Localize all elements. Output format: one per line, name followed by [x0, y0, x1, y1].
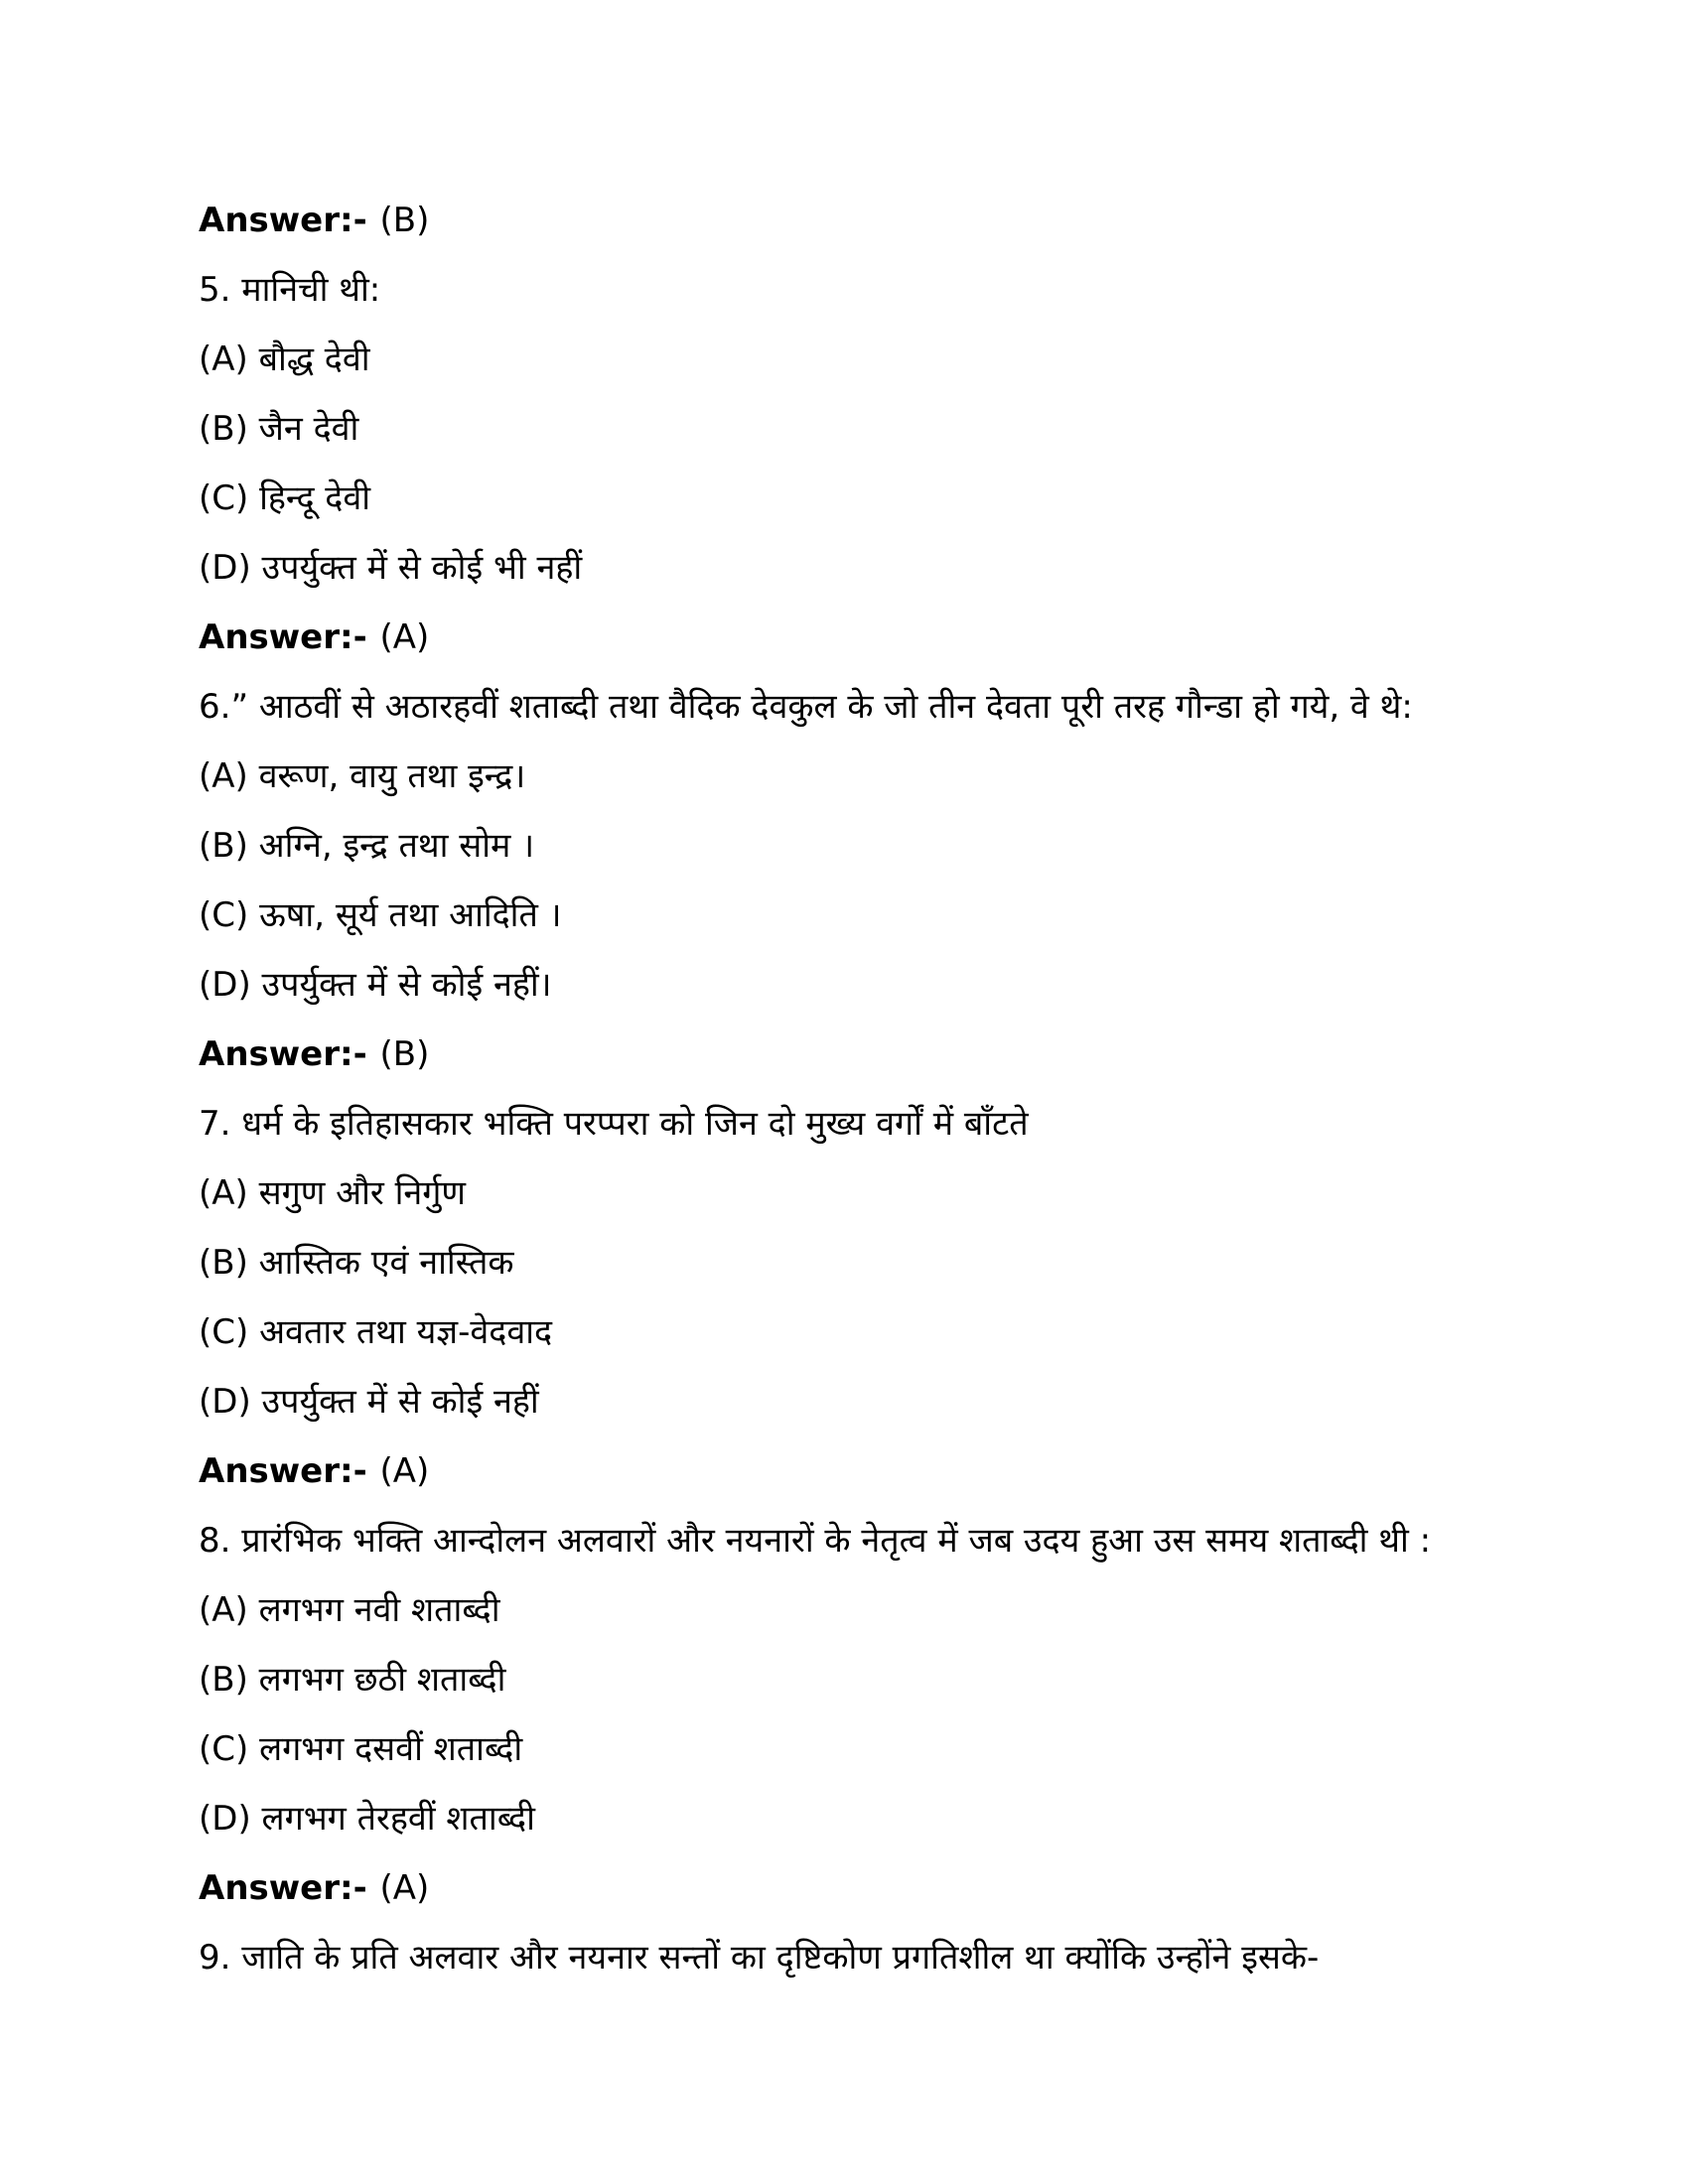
- option-text: (A) वरूण, वायु तथा इन्द्र।: [199, 756, 526, 796]
- option-text: (B) जैन देवी: [199, 409, 359, 449]
- option-text: (C) हिन्दू देवी: [199, 478, 371, 518]
- option-text: (D) लगभग तेरहवीं शताब्दी: [199, 1799, 535, 1839]
- option-text: (B) लगभग छठी शताब्दी: [199, 1660, 506, 1700]
- option-text: (C) अवतार तथा यज्ञ-वेदवाद: [199, 1312, 553, 1352]
- question-text: 7. धर्म के इतिहासकार भक्ति परप्परा को जिन दो मुख्य वर्गों में बाँटते: [199, 1104, 1029, 1144]
- answer-value: (A): [368, 1451, 430, 1491]
- question-text: 8. प्रारंभिक भक्ति आन्दोलन अलवारों और नयनारों के नेतृत्व में जब उदय हुआ उस समय शताब्दी थी :: [199, 1521, 1432, 1561]
- answer-label: Answer:-: [199, 1868, 367, 1908]
- answer-value: (B): [368, 1034, 430, 1074]
- answer-line: [199, 1030, 1489, 1100]
- option-text: (C) लगभग दसवीं शताब्दी: [199, 1729, 523, 1769]
- answer-value: (B): [368, 201, 430, 240]
- question-text: 9. जाति के प्रति अलवार और नयनार सन्तों का दृष्टिकोण प्रगतिशील था क्योंकि उन्होंने इसके-: [199, 1938, 1320, 1978]
- option-text: (A) बौद्ध देवी: [199, 340, 370, 379]
- answer-value: (A): [368, 617, 430, 657]
- answer-label: Answer:-: [199, 201, 367, 240]
- answer-label: Answer:-: [199, 1034, 367, 1074]
- option-text: (D) उपर्युक्त में से कोई नहीं: [199, 1382, 539, 1422]
- answer-line: [199, 614, 1489, 683]
- option-text: (D) उपर्युक्त में से कोई भी नहीं: [199, 548, 583, 588]
- option-text: (B) अग्नि, इन्द्र तथा सोम ।: [199, 826, 535, 866]
- question-text: 5. मानिची थी:: [199, 270, 381, 310]
- answer-line: [199, 1864, 1489, 1934]
- option-text: (D) उपर्युक्त में से कोई नहीं।: [199, 965, 552, 1005]
- option-text: (B) आस्तिक एवं नास्तिक: [199, 1243, 514, 1283]
- option-text: (C) ऊषा, सूर्य तथा आदिति ।: [199, 895, 562, 935]
- question-text: 6.” आठवीं से अठारहवीं शताब्दी तथा वैदिक देवकुल के जो तीन देवता पूरी तरह गौन्डा हो गये, वे थे:: [199, 687, 1413, 727]
- answer-value: (A): [368, 1868, 430, 1908]
- option-text: (A) सगुण और निर्गुण: [199, 1173, 467, 1213]
- answer-label: Answer:-: [199, 617, 367, 657]
- answer-line: [199, 197, 1489, 266]
- answer-label: Answer:-: [199, 1451, 367, 1491]
- answer-line: [199, 1447, 1489, 1517]
- option-text: (A) लगभग नवी शताब्दी: [199, 1590, 500, 1630]
- document-page: [199, 197, 1489, 2003]
